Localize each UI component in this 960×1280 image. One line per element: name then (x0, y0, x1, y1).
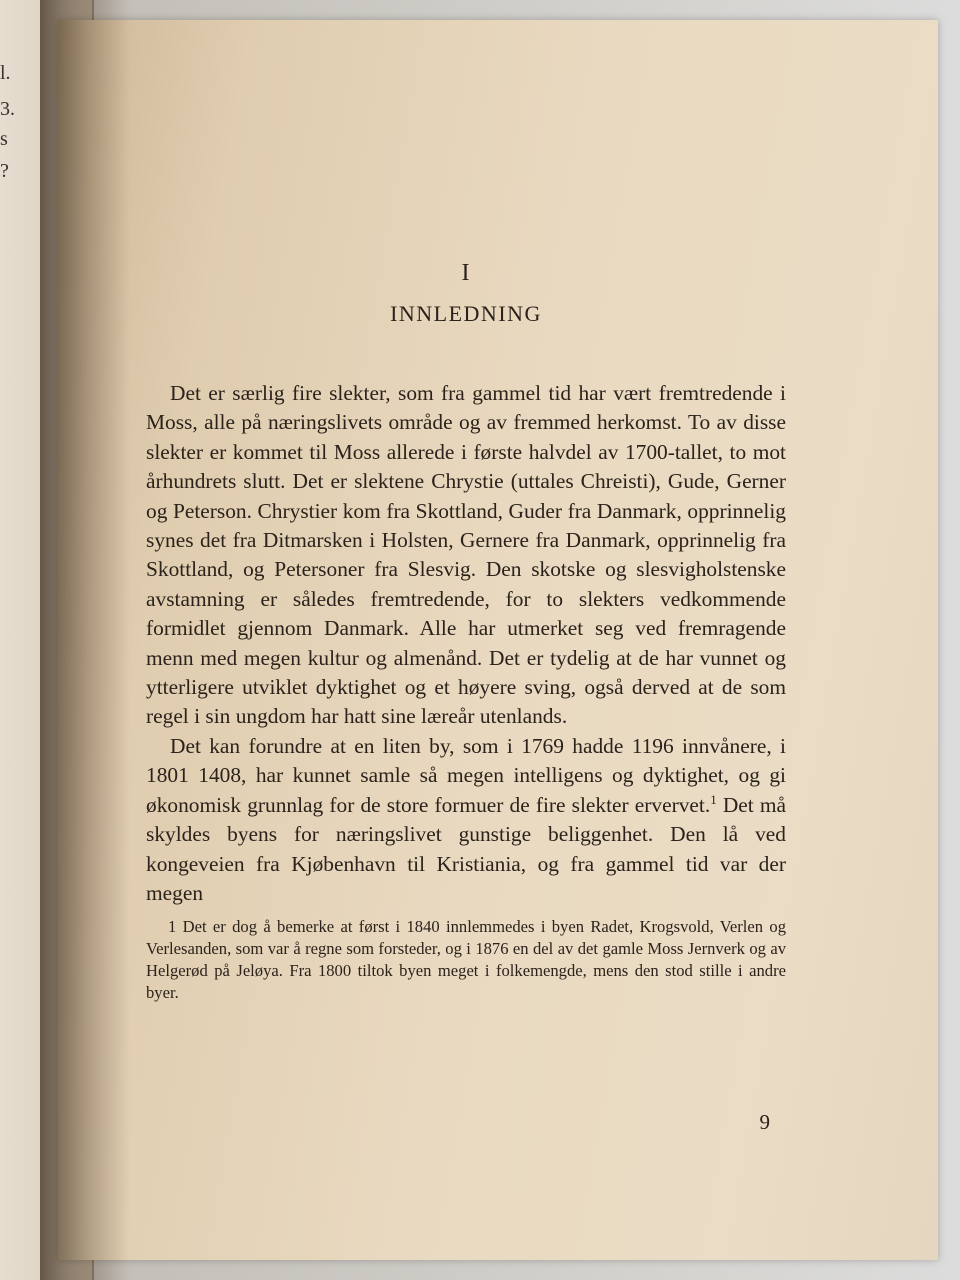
facing-page-glyph: ? (0, 160, 9, 182)
facing-page-glyph: l. (0, 62, 11, 84)
chapter-title: INNLEDNING (390, 301, 542, 326)
paragraph (146, 732, 786, 908)
paragraph-text: Det må skyldes byens for næringslivet gunstige beliggenhet. Den lå ved kongeveien fra Kjøbenhavn til Kristiania, og fra gammel tid var der megen (146, 792, 786, 905)
footnote-text: Det er dog å bemerke at først i 1840 innlemmedes i byen Radet, Krogsvold, Verlen og Verlesanden, som var å regne som forsteder, og i 1876 en del av det gamle Moss Jernverk og av Helgerød på Jeløya. Fra 1800 tiltok byen meget i folkemengde, mens den stod stille i andre byer. (146, 917, 786, 1003)
page-content (146, 260, 786, 1021)
page-number: 9 (759, 1110, 770, 1134)
paragraph-text: Det kan forundre at en liten by, som i 1769 hadde 1196 innvånere, i 1801 1408, har kunnet samle så megen intelligens og dyktighet, og gi økonomisk grunnlag for de store formuer de fire slekter ervervet. (146, 733, 786, 817)
gutter-shadow (40, 0, 130, 1280)
chapter-number: I (461, 260, 471, 286)
footnote-reference: 1 (710, 791, 717, 807)
footnote-marker: 1 (168, 917, 177, 937)
book-page (58, 20, 938, 1260)
facing-page-glyph: s (0, 128, 8, 150)
paragraph: Det er særlig fire slekter, som fra gammel tid har vært fremtredende i Moss, alle på næringslivets område og av fremmed herkomst. To av disse slekter er kommet til Moss allerede i første halvdel av 1700-tallet, to mot århundrets slutt. Det er slektene Chrystie (uttales Chreisti), Gude, Gerner og Peterson. Chrystier kom fra Skottland, Guder fra Danmark, opprinnelig synes det fra Ditmarsken i Holsten, Gernere fra Danmark, opprinnelig fra Skottland, og Petersoner fra Slesvig. Den skotske og slesvigholstenske avstamning er således fremtredende, for to slekters vedkommende formidlet gjennom Danmark. Alle har utmerket seg ved fremragende menn med megen kultur og almenånd. Det er tydelig at de har vunnet og ytterligere utviklet dyktighet og et høyere sving, også derved at de som regel i sin ungdom har hatt sine læreår utenlands. (146, 381, 786, 729)
facing-page-glyph: 3. (0, 98, 15, 120)
footnote (146, 916, 786, 1004)
